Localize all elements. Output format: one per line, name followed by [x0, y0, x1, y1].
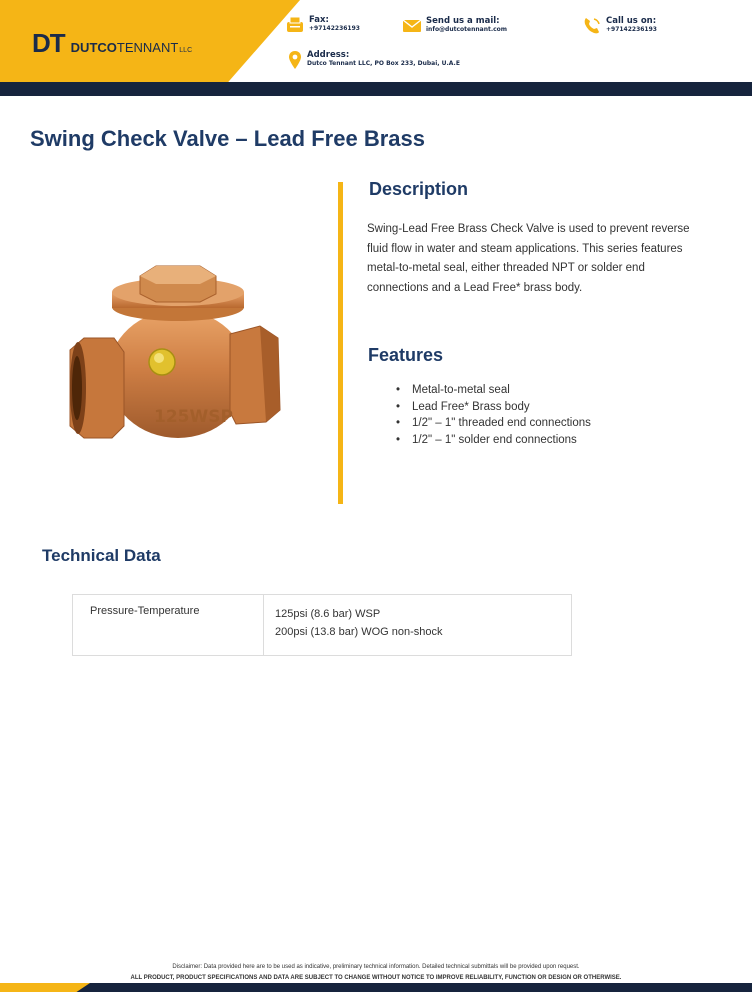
table-value: 125psi (8.6 bar) WSP: [275, 608, 381, 620]
description-text: Swing-Lead Free Brass Check Valve is used to prevent reverse fluid flow in water and steam applications. This series features metal-to-metal seal, either threaded NPT or solder end connections and a Lead Free* brass body.: [367, 223, 690, 294]
features-heading: Features: [368, 345, 444, 365]
fax-value: +97142236193: [309, 25, 360, 32]
description-heading: Description: [369, 179, 469, 199]
fax-label: Fax:: [309, 15, 329, 25]
column-divider: [338, 182, 343, 504]
feature-item: • 1/2" – 1" threaded end connections: [394, 415, 591, 432]
pressure-temperature-values: [275, 605, 443, 641]
mail-icon: [402, 16, 422, 36]
header-navy-bar: [0, 82, 752, 96]
logo-name-light: TENNANT: [116, 40, 179, 55]
phone-icon: [582, 16, 602, 36]
technical-data-table: [72, 594, 572, 656]
product-image: [62, 262, 292, 462]
valve-body-marking: 125WSP: [154, 407, 233, 427]
swing-check-valve-illustration: [62, 262, 292, 462]
address-value: Dutco Tennant LLC, PO Box 233, Dubai, U.A.E: [307, 60, 460, 67]
mail-info: [402, 16, 507, 36]
address-info: [287, 50, 460, 70]
disclaimer-line-1: Disclaimer: Data provided here are to be used as indicative, preliminary technical information. Detailed technical submittals will be provided upon request.: [172, 964, 580, 970]
mail-value[interactable]: info@dutcotennant.com: [426, 26, 508, 33]
call-label: Call us on:: [606, 16, 657, 26]
company-logo: [32, 28, 192, 59]
fax-info: [285, 15, 360, 35]
table-value: 200psi (13.8 bar) WOG non-shock: [275, 626, 443, 638]
page-header: [0, 0, 752, 96]
mail-label: Send us a mail:: [426, 16, 500, 26]
logo-suffix: LLC: [179, 47, 193, 54]
pressure-temperature-label: Pressure-Temperature: [90, 605, 200, 617]
feature-item: • Lead Free* Brass body: [394, 399, 591, 416]
feature-item: • 1/2" – 1" solder end connections: [394, 432, 591, 449]
disclaimer-line-2: ALL PRODUCT, PRODUCT SPECIFICATIONS AND DATA ARE SUBJECT TO CHANGE WITHOUT NOTICE TO IMPROVE RELIABILITY, FUNCTION OR DESIGN OR OTHERWISE.: [130, 975, 622, 981]
location-pin-icon: [287, 50, 303, 70]
logo-mark: DT: [32, 28, 65, 58]
call-value[interactable]: +97142236193: [606, 26, 657, 33]
footer-navy-bar: [0, 983, 752, 992]
call-info: [582, 16, 657, 36]
address-label: Address:: [307, 50, 350, 60]
fax-icon: [285, 15, 305, 35]
features-list: [394, 382, 591, 448]
footer-yellow-band: [0, 983, 90, 992]
technical-data-heading: Technical Data: [42, 546, 161, 565]
page-title: Swing Check Valve – Lead Free Brass: [30, 126, 425, 151]
table-label-cell: [73, 595, 264, 655]
logo-name-bold: DUTCO: [70, 40, 117, 55]
feature-item: • Metal-to-metal seal: [394, 382, 591, 399]
